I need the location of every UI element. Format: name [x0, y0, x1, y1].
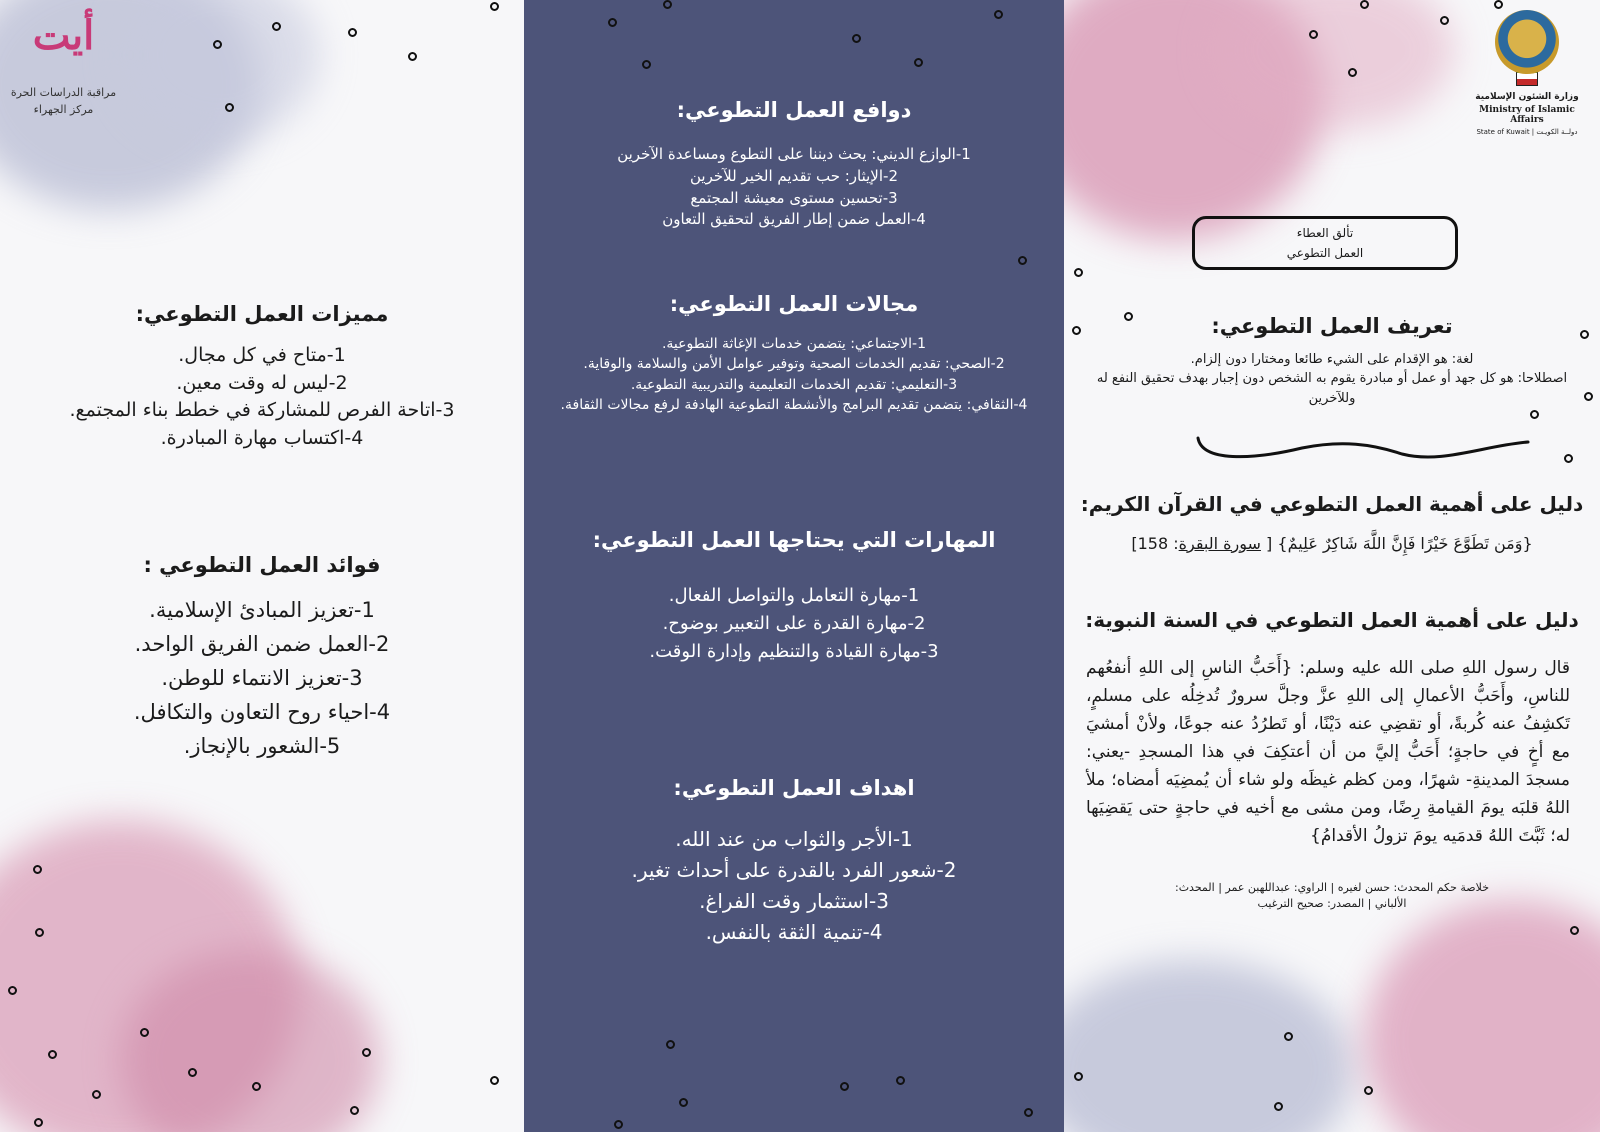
decor-dot — [914, 58, 923, 67]
list-item: 2-شعور الفرد بالقدرة على أحداث تغير. — [631, 858, 957, 882]
wavy-divider — [1192, 434, 1532, 464]
decor-dot — [852, 34, 861, 43]
definition-title: تعريف العمل التطوعي: — [1211, 314, 1453, 338]
list-item: 4-تنمية الثقة بالنفس. — [705, 920, 883, 944]
ministry-name-ar: وزارة الشئون الإسلامية — [1475, 92, 1579, 102]
decor-dot — [225, 103, 234, 112]
kuwait-emblem-icon — [1495, 10, 1559, 74]
study-center-logo — [6, 6, 121, 126]
decor-dot — [34, 1118, 43, 1127]
decor-dot — [1024, 1108, 1033, 1117]
fields-list — [524, 334, 1064, 415]
left-panel — [0, 0, 524, 1132]
decor-dot — [350, 1106, 359, 1115]
list-item: 1-الاجتماعي: يتضمن خدمات الإغاثة التطوعية. — [661, 336, 927, 352]
title-line1: تألق العطاء — [1296, 226, 1354, 240]
hadith-text: قال رسول اللهِ صلى الله عليه وسلم: {أَحَبُّ الناسِ إلى اللهِ أنفعُهم للناسِ، وأَحَبُّ الأعمالِ إلى اللهِ عزَّ وجلَّ سرورٌ تُدخِلُه على مسلمٍ، تَكشِفُ عنه كُربةً، أو تقضِي عنه دَيْنًا، أو تَطرُدُ عنه جوعًا، ولأنْ أمشيَ مع أخٍ في حاجةٍ؛ أَحَبُّ إليَّ من أن أعتكِفَ في هذا المسجدِ -يعني: مسجدَ المدينةِ- شهرًا، ومن كظم غيظَه ولو شاء أن يُمضِيَه أمضاه؛ ملأ اللهُ قلبَه يومَ القيامةِ رِضًا، ومن مشى مع أخيه في حاجةٍ حتى يَقضِيَها له؛ ثَبَّتَ اللهُ قدمَيه يومَ تزولُ الأقدامُ} — [1086, 658, 1570, 846]
definition-section — [1064, 314, 1600, 409]
list-item: 3-مهارة القيادة والتنظيم وإدارة الوقت. — [649, 641, 939, 662]
list-item: 5-الشعور بالإنجاز. — [183, 734, 341, 758]
quran-title: دليل على أهمية العمل التطوعي في القرآن الكريم: — [1080, 492, 1584, 516]
quran-verse: {وَمَن تَطَوَّعَ خَيْرًا فَإِنَّ اللَّهَ شَاكِرٌ عَلِيمٌ} — [1277, 534, 1533, 553]
quran-section — [1064, 492, 1600, 553]
surah-link[interactable]: سورة البقرة — [1178, 534, 1261, 553]
list-item: 2-الصحي: تقديم الخدمات الصحية وتوفير عوامل الأمن والسلامة والوقاية. — [583, 356, 1005, 373]
list-item: 3-اتاحة الفرص للمشاركة في خطط بناء المجتمع. — [69, 399, 455, 422]
decor-dot — [1570, 926, 1579, 935]
brand-mark: أيت — [32, 12, 95, 59]
motives-title: دوافع العمل التطوعي: — [676, 98, 912, 122]
list-item: 4-احياء روح التعاون والتكافل. — [133, 700, 391, 724]
benefits-title: فوائد العمل التطوعي : — [143, 553, 381, 577]
decor-dot — [666, 1040, 675, 1049]
decor-dot — [1440, 16, 1449, 25]
skills-title: المهارات التي يحتاجها العمل التطوعي: — [592, 528, 996, 552]
decor-dot — [896, 1076, 905, 1085]
decor-dot — [1494, 0, 1503, 9]
list-item: 2-مهارة القدرة على التعبير بوضوح. — [662, 613, 926, 634]
logo-line2: مركز الجهراء — [33, 103, 94, 116]
decor-dot — [252, 1082, 261, 1091]
decor-dot — [994, 10, 1003, 19]
decor-dot — [92, 1090, 101, 1099]
decor-dot — [1309, 30, 1318, 39]
state-ar: دولــة الكويـت — [1536, 128, 1578, 136]
list-item: 1-مهارة التعامل والتواصل الفعال. — [668, 585, 920, 606]
sunnah-title: دليل على أهمية العمل التطوعي في السنة النبوية: — [1085, 608, 1579, 632]
decor-dot — [362, 1048, 371, 1057]
sunnah-section — [1064, 608, 1600, 912]
decor-dot — [1530, 410, 1539, 419]
decor-dot — [272, 22, 281, 31]
list-item: 2-الإيثار: حب تقديم الخير للآخرين — [689, 166, 898, 185]
benefits-section — [20, 553, 504, 763]
ref-num: : 158] — [1131, 534, 1179, 553]
list-item: 4-اكتساب مهارة المبادرة. — [160, 426, 364, 449]
watercolor-blob — [1064, 960, 1354, 1132]
skills-section — [524, 528, 1064, 666]
decor-dot — [1364, 1086, 1373, 1095]
decor-dot — [1284, 1032, 1293, 1041]
decor-dot — [840, 1082, 849, 1091]
decor-dot — [1074, 1072, 1083, 1081]
features-list — [20, 342, 504, 452]
ministry-name-en: Ministry of Islamic Affairs — [1479, 105, 1575, 125]
middle-panel — [524, 0, 1064, 1132]
decor-dot — [1274, 1102, 1283, 1111]
features-section — [20, 302, 504, 452]
hadith-source: خلاصة حكم المحدث: حسن لغيره | الراوي: عبداللهبن عمر | المحدث: الألباني | المصدر: صحيح الترغيب — [1175, 881, 1489, 910]
watercolor-blob — [1364, 900, 1600, 1132]
motives-list — [524, 144, 1064, 231]
decor-dot — [408, 52, 417, 61]
list-item: 4-الثقافي: يتضمن تقديم البرامج والأنشطة التطوعية الهادفة لرفع مجالات الثقافة. — [560, 396, 1028, 413]
state-line: State of Kuwait | دولــة الكويـت — [1476, 128, 1578, 136]
benefits-list — [20, 593, 504, 763]
fields-title: مجالات العمل التطوعي: — [669, 292, 919, 316]
list-item: 1-الأجر والثواب من عند الله. — [675, 827, 913, 851]
decor-dot — [35, 928, 44, 937]
right-panel — [1064, 0, 1600, 1132]
decor-dot — [1564, 454, 1573, 463]
list-item: 4-العمل ضمن إطار الفريق لتحقيق التعاون — [662, 210, 926, 229]
decor-dot — [8, 986, 17, 995]
ministry-logo — [1462, 6, 1592, 136]
list-item: 2-العمل ضمن الفريق الواحد. — [134, 632, 390, 656]
decor-dot — [33, 865, 42, 874]
decor-dot — [348, 28, 357, 37]
decor-dot — [1018, 256, 1027, 265]
decor-dot — [490, 2, 499, 11]
decor-dot — [188, 1068, 197, 1077]
skills-list — [524, 582, 1064, 666]
list-item: 3-تحسين مستوى معيشة المجتمع — [690, 188, 898, 207]
decor-dot — [663, 0, 672, 9]
decor-dot — [490, 1076, 499, 1085]
definition-linguistic: لغة: هو الإقدام على الشيء طائعا ومختارا دون إلزام. — [1190, 352, 1474, 367]
motives-section — [524, 98, 1064, 231]
decor-dot — [1348, 68, 1357, 77]
goals-title: اهداف العمل التطوعي: — [673, 776, 915, 800]
decor-dot — [642, 60, 651, 69]
ref-open: [ — [1266, 534, 1273, 553]
list-item: 3-التعليمي: تقديم الخدمات التعليمية والتدريبية التطوعية. — [630, 376, 958, 393]
list-item: 3-تعزيز الانتماء للوطن. — [161, 666, 363, 690]
title-box — [1192, 216, 1458, 270]
list-item: 1-الوازع الديني: يحث ديننا على التطوع ومساعدة الآخرين — [617, 145, 971, 163]
features-title: مميزات العمل التطوعي: — [135, 302, 389, 326]
decor-dot — [1074, 268, 1083, 277]
state-en: State of Kuwait — [1476, 128, 1530, 136]
list-item: 1-متاح في كل مجال. — [178, 344, 346, 366]
goals-section — [614, 776, 974, 948]
decor-dot — [608, 18, 617, 27]
definition-technical: اصطلاحا: هو كل جهد أو عمل أو مبادرة يقوم به الشخص دون إجبار بهدف تحقيق النفع له وللآخرين — [1096, 371, 1568, 406]
decor-dot — [679, 1098, 688, 1107]
list-item: 1-تعزيز المبادئ الإسلامية. — [149, 598, 375, 622]
quran-verse-line — [1064, 534, 1600, 553]
decor-dot — [213, 40, 222, 49]
decor-dot — [140, 1028, 149, 1037]
logo-line1: مراقبة الدراسات الحرة — [10, 86, 117, 99]
goals-list — [614, 824, 974, 948]
decor-dot — [48, 1050, 57, 1059]
list-item: 3-استثمار وقت الفراغ. — [699, 889, 889, 913]
title-line2: العمل التطوعي — [1286, 246, 1364, 260]
fields-section — [524, 292, 1064, 415]
list-item: 2-ليس له وقت معين. — [176, 371, 348, 394]
decor-dot — [614, 1120, 623, 1129]
decor-dot — [1360, 0, 1369, 9]
